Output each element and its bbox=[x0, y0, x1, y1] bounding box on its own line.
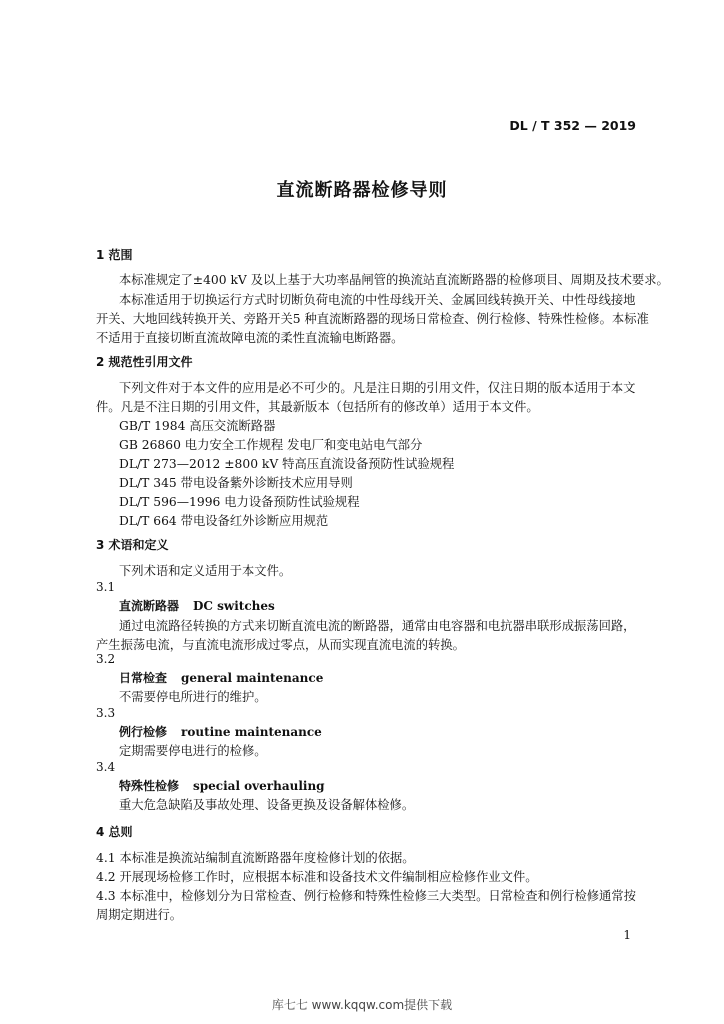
reference-item: DL/T 345 带电设备紫外诊断技术应用导则 bbox=[119, 476, 353, 490]
term-en: routine maintenance bbox=[181, 725, 322, 739]
reference-item: DL/T 596—1996 电力设备预防性试验规程 bbox=[119, 495, 360, 509]
term-number: 3.3 bbox=[96, 706, 116, 720]
term-definition: 不需要停电所进行的维护。 bbox=[119, 690, 267, 704]
term-title bbox=[119, 723, 322, 740]
standard-number: DL / T 352 — 2019 bbox=[509, 118, 636, 133]
term-title bbox=[119, 669, 323, 686]
term-en: special overhauling bbox=[193, 779, 325, 793]
section-1-para-2-line-1: 本标准适用于切换运行方式时切断负荷电流的中性母线开关、金属回线转换开关、中性母线接地 bbox=[119, 293, 636, 307]
section-4-heading: 4 总则 bbox=[96, 825, 133, 839]
reference-item: GB/T 1984 高压交流断路器 bbox=[119, 419, 276, 433]
section-1-para-2-line-3: 不适用于直接切断直流故障电流的柔性直流输电断路器。 bbox=[96, 331, 404, 345]
term-definition: 定期需要停电进行的检修。 bbox=[119, 744, 267, 758]
term-definition: 重大危急缺陷及事故处理、设备更换及设备解体检修。 bbox=[119, 798, 415, 812]
footer-watermark: 库七七 www.kqqw.com提供下载 bbox=[271, 998, 453, 1012]
reference-item: DL/T 273—2012 ±800 kV 特高压直流设备预防性试验规程 bbox=[119, 457, 455, 471]
document-title: 直流断路器检修导则 bbox=[276, 180, 448, 201]
clause-item: 4.2 开展现场检修工作时，应根据本标准和设备技术文件编制相应检修作业文件。 bbox=[96, 870, 538, 884]
reference-item: DL/T 664 带电设备红外诊断应用规范 bbox=[119, 514, 329, 528]
section-3-heading: 3 术语和定义 bbox=[96, 538, 169, 552]
term-number: 3.4 bbox=[96, 760, 116, 774]
term-zh: 直流断路器 bbox=[119, 599, 180, 613]
term-zh: 特殊性检修 bbox=[119, 779, 180, 793]
reference-item: GB 26860 电力安全工作规程 发电厂和变电站电气部分 bbox=[119, 438, 423, 452]
term-zh: 日常检查 bbox=[119, 671, 168, 685]
section-2-heading: 2 规范性引用文件 bbox=[96, 355, 193, 369]
term-en: DC switches bbox=[193, 599, 275, 613]
term-title bbox=[119, 597, 275, 614]
term-zh: 例行检修 bbox=[119, 725, 168, 739]
term-definition-line-2: 产生振荡电流，与直流电流形成过零点，从而实现直流电流的转换。 bbox=[96, 638, 465, 652]
page-number: 1 bbox=[623, 928, 631, 942]
section-1-heading: 1 范围 bbox=[96, 248, 133, 262]
section-1-para-2-line-2: 开关、大地回线转换开关、旁路开关5 种直流断路器的现场日常检查、例行检修、特殊性检修。本标准 bbox=[96, 312, 649, 326]
section-2-para-line-1: 下列文件对于本文件的应用是必不可少的。凡是注日期的引用文件，仅注日期的版本适用于本文 bbox=[119, 381, 636, 395]
section-2-para-line-2: 件。凡是不注日期的引用文件，其最新版本（包括所有的修改单）适用于本文件。 bbox=[96, 400, 539, 414]
term-en: general maintenance bbox=[181, 671, 324, 685]
clause-item: 4.3 本标准中，检修划分为日常检查、例行检修和特殊性检修三大类型。日常检查和例行检修通常按 bbox=[96, 889, 636, 903]
term-number: 3.2 bbox=[96, 652, 116, 666]
clause-item-continuation: 周期定期进行。 bbox=[96, 908, 183, 922]
clause-item: 4.1 本标准是换流站编制直流断路器年度检修计划的依据。 bbox=[96, 851, 415, 865]
term-title bbox=[119, 777, 325, 794]
term-number: 3.1 bbox=[96, 580, 116, 594]
section-3-intro: 下列术语和定义适用于本文件。 bbox=[119, 564, 292, 578]
term-definition-line-1: 通过电流路径转换的方式来切断直流电流的断路器，通常由电容器和电抗器串联形成振荡回路， bbox=[119, 619, 636, 633]
section-1-para-1: 本标准规定了±400 kV 及以上基于大功率晶闸管的换流站直流断路器的检修项目、周期及技术要求。 bbox=[119, 273, 669, 287]
